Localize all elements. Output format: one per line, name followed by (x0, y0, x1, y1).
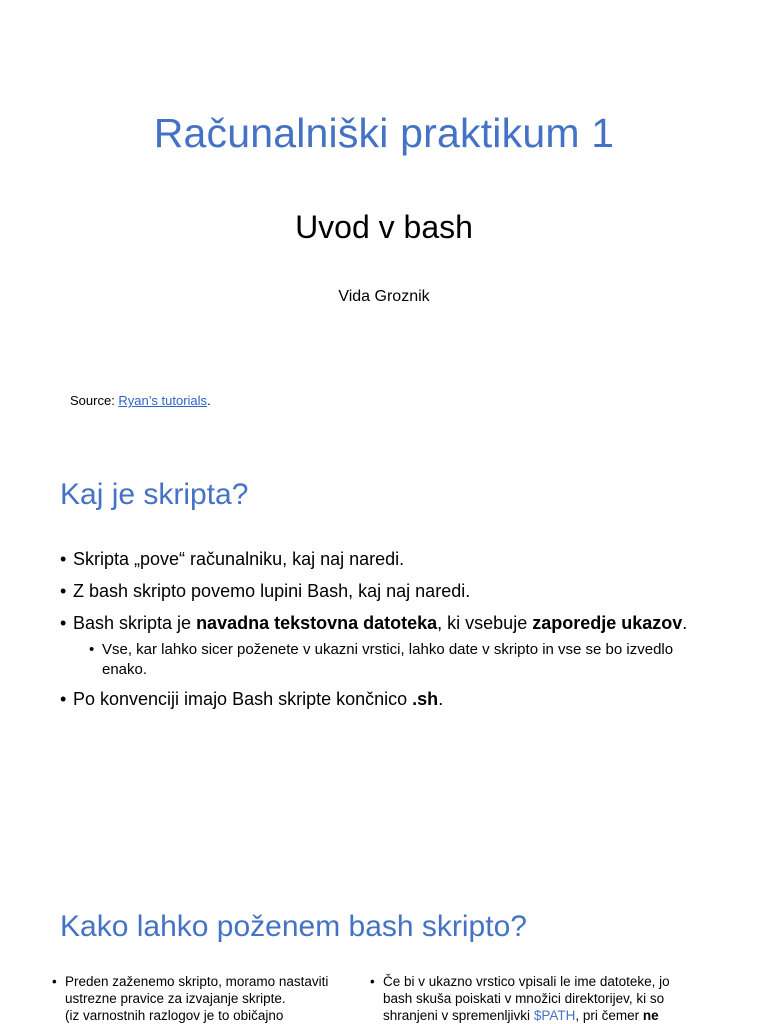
bullet-bold-text: navadna tekstovna datoteka (196, 613, 438, 633)
source-label: Source: (70, 393, 119, 408)
bullet-text: Bash skripta je (73, 613, 197, 633)
bullet-bold-text: ne (642, 1008, 659, 1023)
source-link[interactable]: Ryan’s tutorials (118, 393, 208, 408)
author-name: Vida Groznik (338, 288, 430, 305)
bullet-text: , ki vsebuje (437, 613, 533, 633)
presentation-subtitle: Uvod v bash (295, 209, 473, 245)
bullet-line: • Preden zaženemo skripto, moramo nastaviti (65, 974, 329, 989)
presentation-title: Računalniški praktikum 1 (153, 110, 615, 156)
bullet-item (52, 973, 352, 1024)
bullet-item: • Z bash skripto povemo lupini Bash, kaj naj naredi. (60, 580, 720, 603)
source-end: . (207, 393, 211, 408)
bullet-text: . (438, 689, 444, 709)
bullet-item (60, 688, 720, 711)
bullet-line: bash skuša poiskati v množici direktorijev, ki so (383, 991, 665, 1006)
bullet-line: ustrezne pravice za izvajanje skripte. (65, 991, 286, 1006)
bullet-bold-text: zaporedje ukazov (532, 613, 683, 633)
left-column (52, 973, 352, 1024)
slide-heading: Kako lahko poženem bash skripto? (60, 910, 527, 943)
title-slide (0, 0, 768, 440)
bullet-line: (iz varnostnih razlogov je to običajno (65, 1008, 284, 1023)
path-variable: $PATH (533, 1008, 576, 1023)
bullet-list (60, 548, 720, 720)
source-note (70, 393, 211, 408)
bullet-item: • Skripta „pove“ računalniku, kaj naj naredi. (60, 548, 720, 571)
slide-heading: Kaj je skripta? (60, 478, 249, 511)
bullet-line: • Če bi v ukazno vrstico vpisali le ime datoteke, jo (383, 974, 670, 989)
bullet-item (370, 973, 710, 1024)
what-is-script-slide (0, 440, 768, 880)
bullet-line (383, 1007, 710, 1024)
bullet-item (60, 612, 720, 635)
bullet-text: . (682, 613, 688, 633)
bullet-text: , pri čemer (575, 1008, 643, 1023)
how-to-run-script-slide (0, 880, 768, 1024)
bullet-text: Po konvenciji imajo Bash skripte končnico (73, 689, 413, 709)
right-column (370, 973, 710, 1024)
bullet-bold-text: .sh (412, 689, 439, 709)
bullet-text: shranjeni v spremenljivki (383, 1008, 534, 1023)
sub-bullet-item: • Vse, kar lahko sicer poženete v ukazni vrstici, lahko date v skripto in vse se bo izvedlo enako. (60, 640, 720, 680)
